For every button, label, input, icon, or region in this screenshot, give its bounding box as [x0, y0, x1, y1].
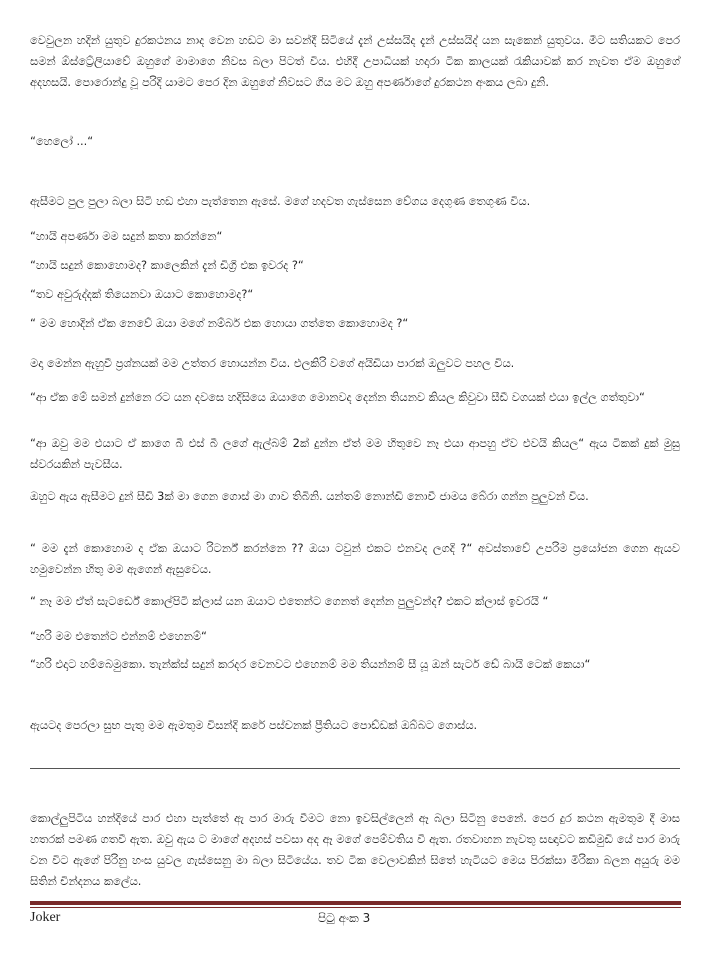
paragraph-15: “හරි එදාට හම්බෙමුකො. තැන්ක්ස් සදුන් කරදර වෙනවට එහෙනම් මම තියන්නම් සී යූ ඔන් සැටර් ඩේ බායි ටෙක් කෙයා“: [30, 657, 591, 671]
page-number: පිටු අංක 3: [318, 911, 371, 925]
paragraph-8: මදා මෙන්න ඇහුවී ප්‍රශ්නයක් මම උත්තර හොයන්න විය. එලකිරි වගේ අයිඩියා පාරක් ඔලුවට පහල විය.: [30, 356, 515, 370]
paragraph-13: “ නෑ මම ඒත් සැටර්ඩේ කොල්පිටි ක්ලාස් යන ඔයාට එතෙන්ට ගෙනත් දෙන්න පුලුවන්ද? එකට ක්ලාස් ඉවරයි “: [30, 594, 549, 608]
paragraph-11: ඔහුට ඇය ඇසීමට දුන් සීඩි 3ක් මා ගෙන ගොස් මා ගාව තිබිනි. යන්තම් නොන්ඩි නොවී ජාමය බේරා ගන්න පුලුවන් විය.: [30, 489, 589, 503]
paragraph-3: ඇසීමට පුල පුලා බලා සිටි හඩ එහා පැත්තෙන ඇසේ. මගේ හදවත ගැස්සෙන වේගය දෙගුණ තෙගුණ විය.: [30, 194, 531, 208]
paragraph-1: වෙවුලන හදින් යුතුව දුරකථනය නාද වෙන හඩට මා සවන්දී සිටියේ දැන් උස්සයිද දැන් උස්සයිද් යන සැකෙන් යුතුවය. මීට සතියකට පෙර සමන් ඕස්ට්‍රේලියාවේ ඔහුගේ මාමාගෙ නිවස බලා පිටත් විය. එහිදී උපාධියක් හදාරා ටික කාලයක් රැකියාවක් කර නැවත ඒම ඔහුගේ අදහසයි. පොරොන්දු වූ පරිදි යාමට පෙර දින ඔහුගේ නිවසට ගිය මට ඔහු අපර්ණාගේ දුරකථන අංකය ලබා දුනි.: [30, 33, 680, 89]
paragraph-12: “ මම දැන් කොහොම ද ඒක ඔයාට රිටර්න් කරන්නෙ ?? ඔයා ටවුන් එකට එනවද ලගදි ?“ අවස්තාවේ උපරිම ප්‍රයෝජන ගෙන ඇයව හමුවෙන්න හිතු මම ඇගෙන් ඇසුවෙය.: [30, 541, 680, 576]
paragraph-10: “ආ ඔවු මම එයාට ඒ කාගෙ බී එස් බී ලගේ ඇල්බම් 2ක් දුන්න ඒත් මම හිතුවෙ නෑ එයා ආපහු ඒව එවයි කියල“ ඇය ටිකක් දුක් මුසු ස්වරයකින් පැවසීය.: [30, 436, 680, 471]
footer-author: Joker: [30, 910, 61, 925]
paragraph-2: “හෙලෝ ...“: [30, 134, 94, 148]
paragraph-17: කොල්ලුපිටිය හන්දියේ පාර එහා පැත්තේ ඇ පාර මාරු වීමට නො ඉවසිල්ලෙන් ඈ බලා සිටිනු පෙනේ. පෙර දුර කථන ඇමතුම දී මාස හතරක් පමණ ගතවී ඇත. ඔවු ඇය ට මාගේ අදහස් පවසා අද ඈ මගේ පෙම්වතිය වී ඇත. රතවාහන නැවතු සඥාවට කඩිමුඩි යේ පාර මාරු වන විට ඇගේ පිරිනු හංස යුවල ගැස්සෙනු මා බලා සිටියේය. තව ටික වෙලාවකින් සිතේ හැටියට මෙය පිරක්සා මිරිකා බලන අයුරු මම සිතින් චින්දනය කලේය.: [30, 811, 680, 888]
footer-rule: [30, 901, 681, 905]
paragraph-7: “ මම හොදින් ඒක නෙවේ ඔයා මගේ නම්බර් එක හොයා ගත්තෙ කොහොමද ?“: [30, 316, 409, 330]
paragraph-6: “තව අවුරුද්දක් තියෙනවා ඔයාට කොහොමද?“: [30, 287, 254, 301]
paragraph-5: “හායි සදුන් කොහොමද? කාලෙකින් දැන් ඩිග්‍රි එක ඉවරද ?“: [30, 258, 304, 272]
paragraph-16: ඇයටද පෙරලා සුභ පැතු මම ඇමතුම විසන්දි කරේ පස්චනක් ප්‍රීතියට පොඩ්ඩක් ඔබ්බට ගොස්ය.: [30, 718, 478, 732]
paragraph-4: “හායි අපර්ණා මම සදුන් කතා කරන්නෙ“: [30, 229, 223, 243]
footer-rule-thin: [30, 907, 681, 908]
paragraph-14: “හරි මම එතෙන්ට එන්නම් එහෙනම්“: [30, 629, 207, 643]
paragraph-9: “ආ ඒක මේ සමන් දුන්නෙ රට යන දවසෙ හදිසියෙ ඔයාගෙ මොනවද දෙන්න තියනව කියල කිවුවා සීඩී වගයක් එයා ඉල්ල ගත්තුවා“: [30, 390, 645, 404]
section-divider: [30, 768, 680, 769]
